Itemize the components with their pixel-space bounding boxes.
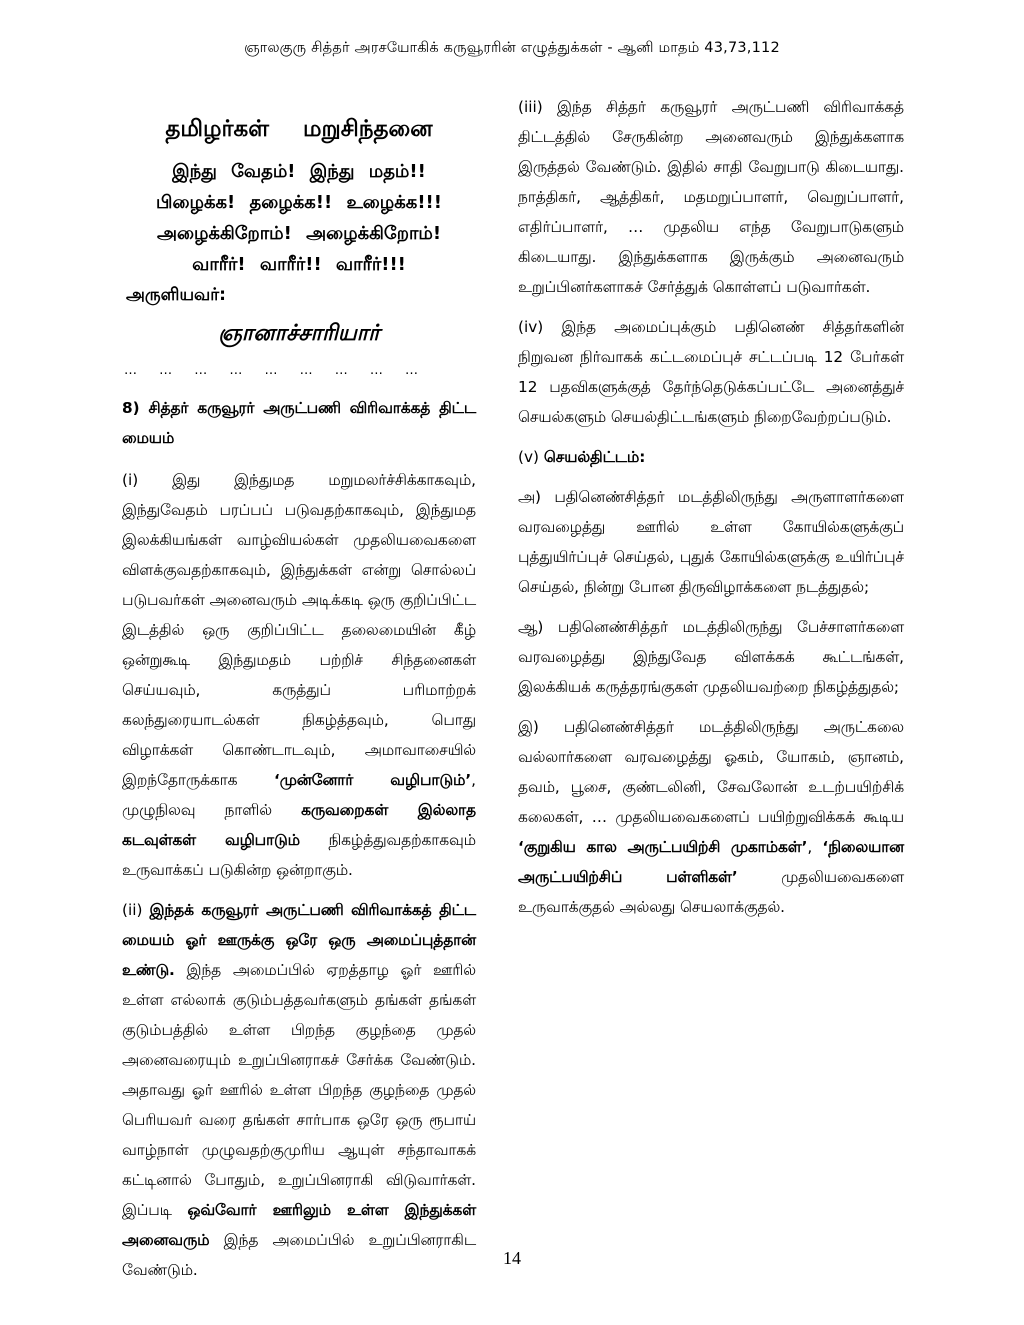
para-ii-text-a: (ii) [122, 901, 150, 919]
slogan-line-1: இந்து வேதம்! இந்து மதம்!! [172, 161, 426, 182]
plan-i-text-a: இ) பதினெண்சித்தர் மடத்திலிருந்து அருட்கலை வல்லார்களை வரவழைத்து ஓகம், யோகம், ஞானம், தவம், பூசை, குண்டலினி, சேவலோன் உடற்பயிற்சிக் கலைகள், … முதலியவைகளைப் பயிற்றுவிக்கக் கூடிய [518, 718, 904, 826]
page-number: 14 [503, 1248, 521, 1268]
para-i-text-a: (i) இது இந்துமத மறுமலர்ச்சிக்காகவும், இந்துவேதம் பரப்பப் படுவதற்காகவும், இந்துமத இலக்கியங்கள் வாழ்வியல்கள் முதலியவைகளை விளக்குவதற்காகவும், இந்துக்கள் என்று சொல்லப் படுபவர்கள் அனைவரும் அடிக்கடி ஒரு குறிப்பிட்ட இடத்தில் ஒரு குறிப்பிட்ட தலைமையின் கீழ் ஒன்றுகூடி இந்துமதம் பற்றிச் சிந்தனைகள் செய்யவும், கருத்துப் பரிமாற்றக் கலந்துரையாடல்கள் நிகழ்த்தவும், பொது விழாக்கள் கொண்டாடவும், அமாவாசையில் இறந்தோருக்காக [122, 471, 476, 789]
para-v-label: (v) [518, 448, 544, 466]
author-name: ஞானாச்சாரியார் [218, 321, 380, 346]
plan-i-bold-2: ‘நிலையான அருட்பயிற்சிப் பள்ளிகள்’ [518, 838, 905, 886]
running-header: ஞாலகுரு சித்தர் அரசயோகிக் கருவூரரின் எழுத்துக்கள் - ஆனி மாதம் 43,73,112 [244, 40, 780, 56]
left-column [122, 92, 476, 1295]
para-ii-bold-2: ஒவ்வோர் ஊரிலும் உள்ள இந்துக்கள் அனைவரும் [122, 1201, 476, 1249]
para-i-bold-2: கருவறைகள் இல்லாத கடவுள்கள் வழிபாடும் [122, 801, 476, 849]
para-ii-bold-1: இந்தக் கருவூரர் அருட்பணி விரிவாக்கத் திட்ட மையம் ஓர் ஊருக்கு ஒரே ஒரு அமைப்புத்தான் உண்டு. [122, 901, 476, 979]
slogan-line-2: பிழைக்க! தழைக்க!! உழைக்க!!! [156, 192, 442, 213]
plan-i-text-d: முதலியவைகளை உருவாக்குதல் அல்லது செயலாக்குதல். [518, 868, 904, 916]
paragraph-ii [122, 895, 476, 1285]
paragraph-iv: (iv) இந்த அமைப்புக்கும் பதினெண் சித்தர்களின் நிறுவன நிர்வாகக் கட்டமைப்புச் சட்டப்படி 12 பேர்கள் 12 பதவிகளுக்குத் தேர்ந்தெடுக்கப்பட்டே அனைத்துச் செயல்களும் செயல்திட்டங்களும் நிறைவேற்றப்படும். [518, 318, 904, 426]
plan-i-text-c: , [807, 838, 823, 856]
para-i-text-d: நிகழ்த்துவதற்காகவும் உருவாக்கப் படுகின்ற ஒன்றாகும். [122, 831, 476, 879]
slogan-line-3: அழைக்கிறோம்! அழைக்கிறோம்! [156, 223, 442, 244]
author-label: அருளியவர்: [126, 285, 226, 305]
paragraph-iii: (iii) இந்த சித்தர் கருவூரர் அருட்பணி விரிவாக்கத் திட்டத்தில் சேருகின்ற அனைவரும் இந்துக்களாக இருத்தல் வேண்டும். இதில் சாதி வேறுபாடு கிடையாது. நாத்திகர், ஆத்திகர், மதமறுப்பாளர், வெறுப்பாளர், எதிர்ப்பாளர், … முதலிய எந்த வேறுபாடுகளும் கிடையாது. இந்துக்களாக இருக்கும் அனைவரும் உறுப்பினர்களாகச் சேர்த்துக் கொள்ளப் படுவார்கள். [518, 98, 904, 296]
para-i-text-c: , முழுநிலவு நாளில் [122, 771, 477, 819]
para-ii-text-c: இந்த அமைப்பில் ஏறத்தாழ ஓர் ஊரில் உள்ள எல்லாக் குடும்பத்தவர்களும் தங்கள் தங்கள் குடும்பத்தில் உள்ள பிறந்த குழந்தை முதல் அனைவரையும் உறுப்பினராகச் சேர்க்க வேண்டும். அதாவது ஓர் ஊரில் உள்ள பிறந்த குழந்தை முதல் பெரியவர் வரை தங்கள் சார்பாக ஒரே ஒரு ரூபாய் வாழ்நாள் முழுவதற்குமுரிய ஆயுள் சந்தாவாகக் கட்டினால் போதும், உறுப்பினராகி விடுவார்கள். இப்படி [122, 961, 476, 1219]
plan-item-a: அ) பதினெண்சித்தர் மடத்திலிருந்து அருளாளர்களை வரவழைத்து ஊரில் உள்ள கோயில்களுக்குப் புத்துயிர்ப்புச் செய்தல், புதுக் கோயில்களுக்கு உயிர்ப்புச் செய்தல், நின்று போன திருவிழாக்களை நடத்துதல்; [518, 488, 904, 596]
article-title: தமிழர்கள் மறுசிந்தனை [165, 116, 433, 142]
para-ii-text-d: இந்த அமைப்பில் உறுப்பினராகிட வேண்டும். [122, 1231, 476, 1279]
section-heading: 8) சித்தர் கருவூரர் அருட்பணி விரிவாக்கத் திட்ட மையம் [122, 399, 476, 447]
plan-item-aa: ஆ) பதினெண்சித்தர் மடத்திலிருந்து பேச்சாளர்களை வரவழைத்து இந்துவேத விளக்கக் கூட்டங்கள், இலக்கியக் கருத்தரங்குகள் முதலியவற்றை நிகழ்த்துதல்; [518, 618, 904, 696]
paragraph-i [122, 465, 476, 885]
para-v-heading: செயல்திட்டம்: [543, 448, 646, 466]
plan-i-bold-1: ‘குறுகிய கால அருட்பயிற்சி முகாம்கள்’ [518, 838, 808, 856]
right-column [518, 92, 904, 932]
paragraph-v [518, 442, 904, 472]
separator-dots: … … … … … … … … … [124, 363, 420, 378]
plan-item-i [518, 712, 904, 922]
para-i-bold-1: ‘முன்னோர் வழிபாடும்’ [273, 771, 472, 789]
slogan-line-4: வாரீர்! வாரீர்!! வாரீர்!!! [192, 254, 406, 275]
